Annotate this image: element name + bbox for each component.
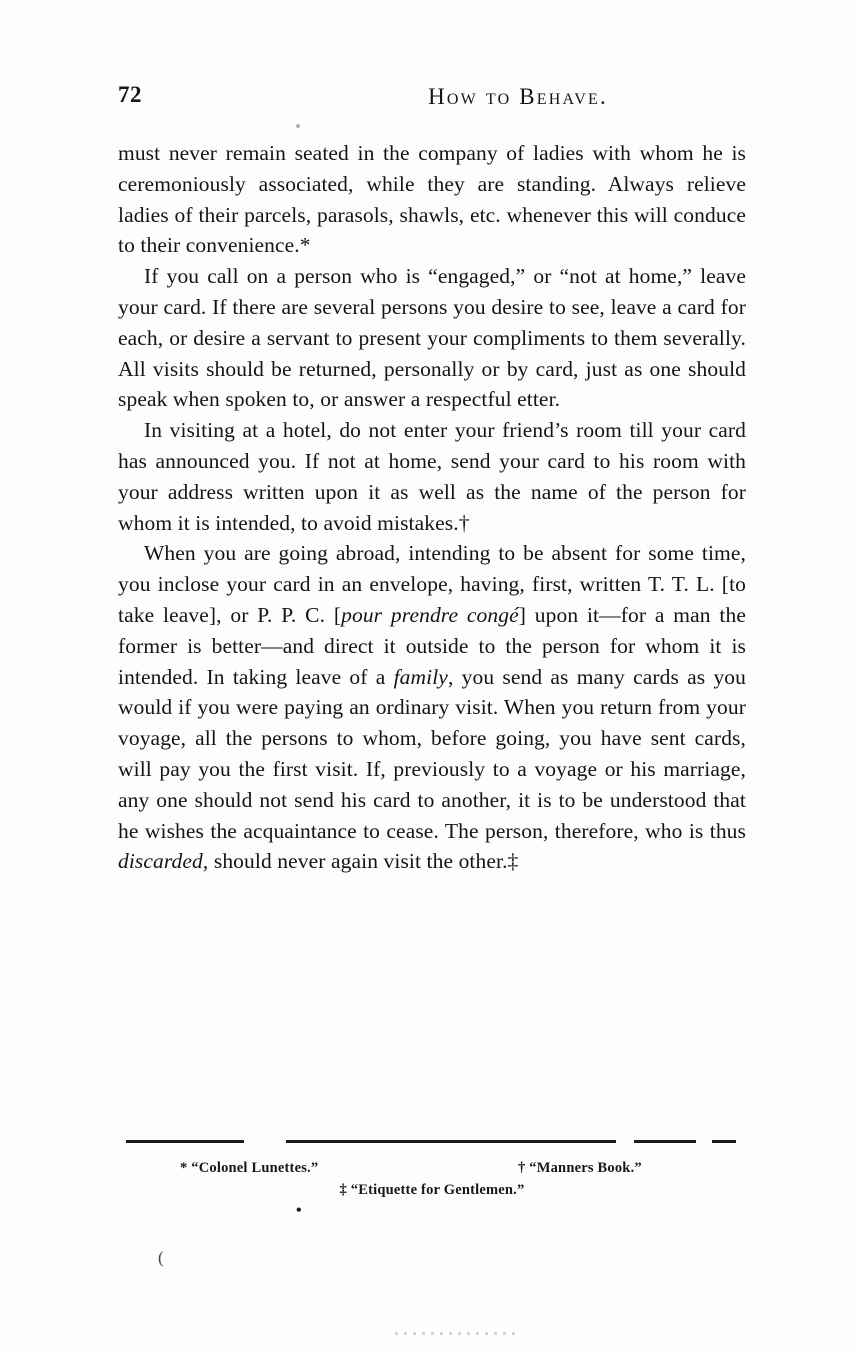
paragraph: must never remain seated in the company of ladies with whom he is ceremoniously associated, while they are standing. Always relieve ladies of their parcels, parasols, shawls, etc. whenever this will conduce to their convenience.* xyxy=(118,141,746,258)
page-number: 72 xyxy=(118,82,142,107)
footnote-separator-rule xyxy=(126,1138,736,1144)
paragraph-text: If you call on a person who is “engaged,” or “not at home,” leave your card. If there are several persons you desire to see, leave a card for each, or desire a servant to present your compliments to them severally. All visits should be returned, personally or by card, just as one should speak when spoken to, or answer a respectful etter. xyxy=(118,264,746,412)
footnote-row xyxy=(118,1160,746,1182)
paragraph-text: In visiting at a hotel, do not enter your friend’s room till your card has announced you. If not at home, send your card to his room with your address written upon it as well as the name of the person for whom it is intended, to avoid mistakes.† xyxy=(118,418,746,535)
rule-segment xyxy=(634,1140,696,1143)
footnote-row xyxy=(118,1182,746,1204)
italic-phrase: pour prendre congé xyxy=(341,602,519,627)
paragraph-text-part: When you are going abroad, intending to be absent for some time, you inclose your card in an envelope, having, first, written T. T. L. [to take leave], or P. P. C. [ xyxy=(118,541,746,627)
paragraph xyxy=(118,415,746,538)
rule-segment xyxy=(286,1140,616,1143)
paragraph-text-part: ] upon it—for a man the former is better—and direct it outside to the person for whom it is intended. In taking leave of a xyxy=(118,602,746,689)
page-edge-speckle xyxy=(395,1332,515,1335)
footnotes xyxy=(118,1160,746,1219)
paragraph xyxy=(118,261,746,415)
ink-dot: • xyxy=(296,1202,302,1219)
stray-mark: ( xyxy=(158,1248,164,1267)
body-text xyxy=(118,138,746,877)
footnote-left: * “Colonel Lunettes.” xyxy=(180,1160,319,1176)
rule-segment xyxy=(712,1140,736,1143)
ink-speck xyxy=(296,124,300,128)
rule-segment xyxy=(126,1140,244,1143)
paragraph-text-part: , should never again visit the other.‡ xyxy=(202,849,519,874)
running-title: How to Behave. xyxy=(428,84,608,109)
paragraph-mixed xyxy=(118,538,746,877)
paragraph-text-part: , you send as many cards as you would if you were paying an ordinary visit. When you return from your voyage, all the persons to whom, before going, you have sent cards, will pay you the first visit. If, previously to a voyage or his marriage, any one should not send his card to another, it is to be understood that he wishes the acquaintance to cease. The person, therefore, who is thus xyxy=(118,664,746,843)
footnote-right: † “Manners Book.” xyxy=(518,1160,642,1176)
footnote-center: ‡ “Etiquette for Gentlemen.” xyxy=(339,1182,525,1198)
page-header xyxy=(118,78,738,118)
italic-phrase: family xyxy=(393,664,448,689)
italic-phrase: discarded xyxy=(118,849,203,874)
